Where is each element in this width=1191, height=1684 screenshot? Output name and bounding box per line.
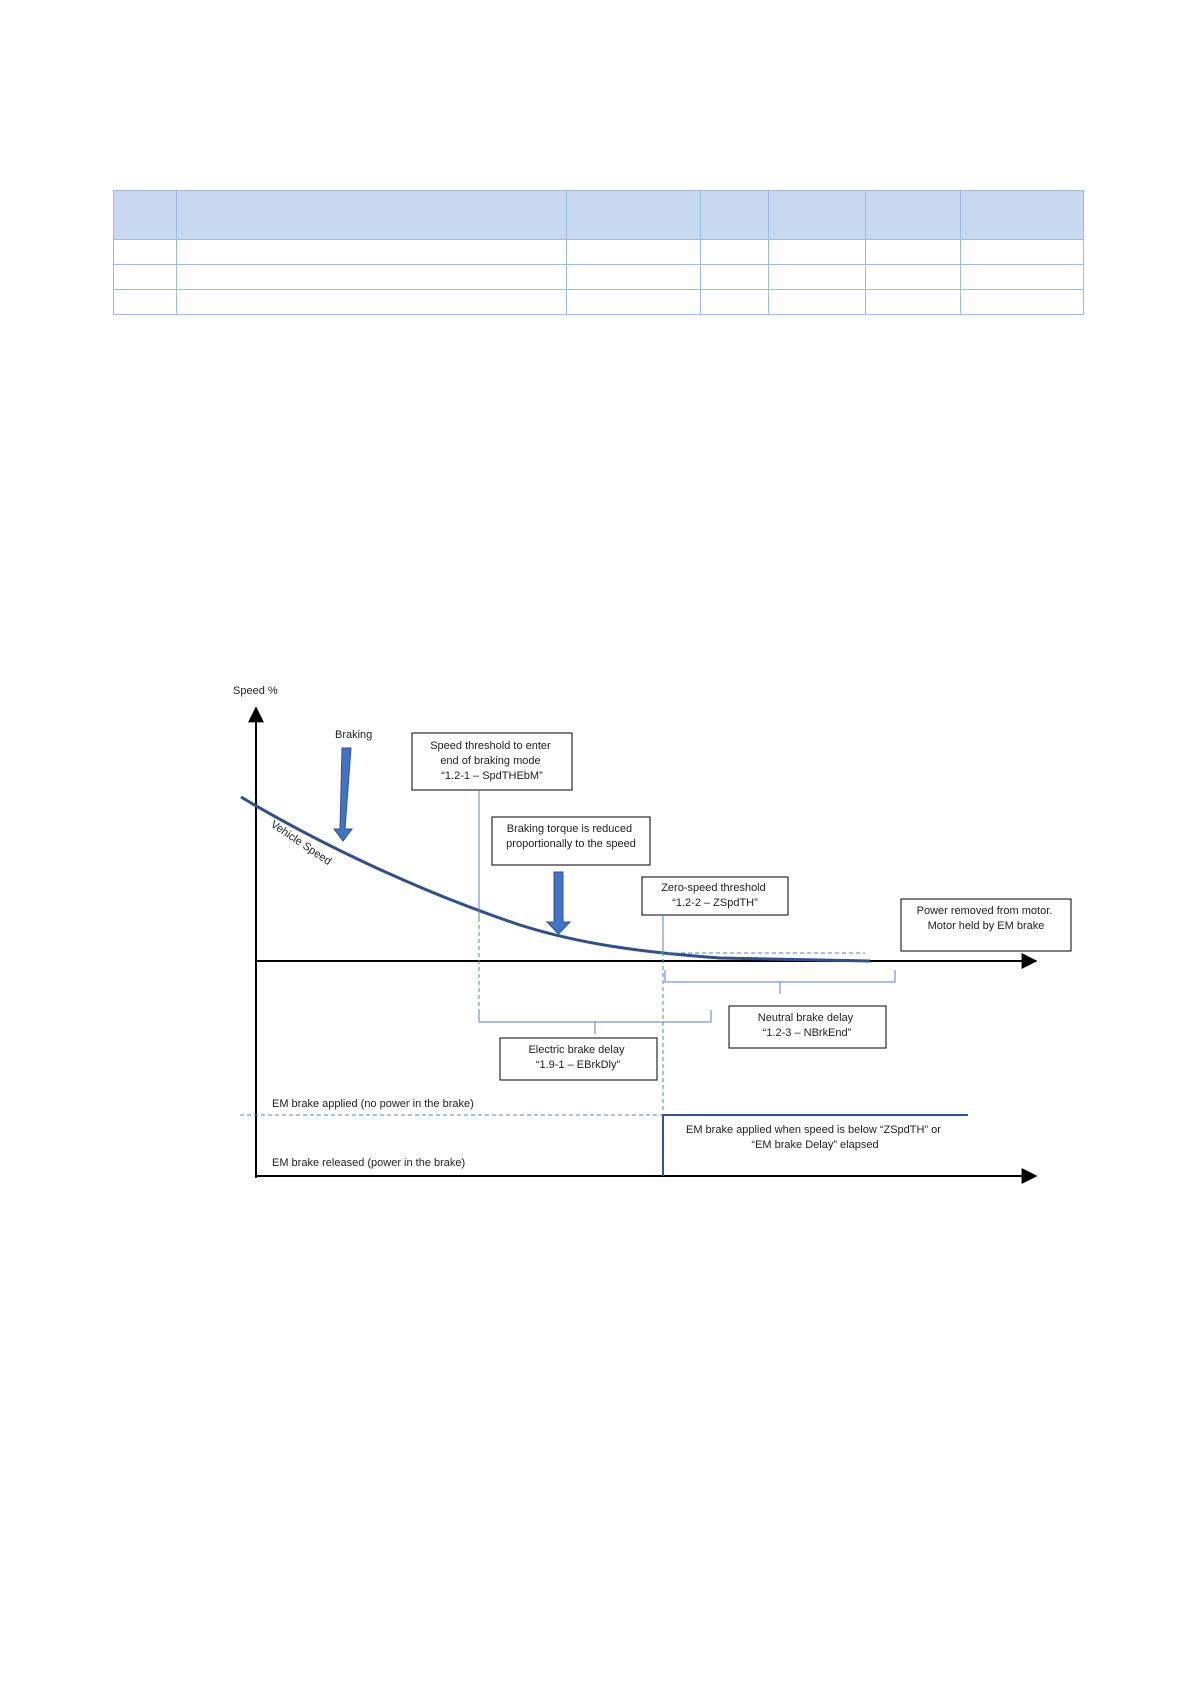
torque-arrow [547, 872, 570, 934]
torque-line-2: proportionally to the speed [506, 838, 636, 850]
power-removed-line-2: Motor held by EM brake [927, 920, 1045, 932]
em-released-label: EM brake released (power in the brake) [272, 1157, 466, 1169]
ebrkdly-line-1: Electric brake delay [528, 1044, 625, 1056]
nbrkend-line-2: “1.2-3 – NBrkEnd” [762, 1027, 852, 1039]
em-note-line-1: EM brake applied when speed is below “ZSpdTH” or [685, 1124, 941, 1136]
power-removed-line-1: Power removed from motor. [916, 905, 1053, 917]
em-applied-label: EM brake applied (no power in the brake) [272, 1098, 474, 1110]
y-axis-label: Speed % [233, 685, 278, 697]
neutral-brake-delay-brace [665, 970, 895, 994]
electric-brake-delay-brace [479, 1010, 711, 1034]
braking-label: Braking [335, 729, 373, 741]
em-note-text [686, 1124, 944, 1151]
spdthebm-line-2: end of braking mode [440, 755, 541, 767]
nbrkend-line-1: Neutral brake delay [757, 1012, 854, 1024]
braking-arrow [334, 748, 352, 841]
zspdth-line-1: Zero-speed threshold [661, 882, 766, 894]
vehicle-speed-label: Vehicle Speed [268, 818, 334, 868]
spdthebm-line-3: “1.2-1 – SpdTHEbM” [441, 770, 543, 782]
torque-line-1: Braking torque is reduced [506, 823, 633, 835]
zspdth-line-2: “1.2-2 – ZSpdTH” [672, 897, 758, 909]
spdthebm-text [430, 740, 554, 782]
em-note-line-2: “EM brake Delay” elapsed [751, 1139, 879, 1151]
ebrkdly-line-2: “1.9-1 – EBrkDly” [535, 1059, 621, 1071]
spdthebm-line-1: Speed threshold to enter [430, 740, 551, 752]
